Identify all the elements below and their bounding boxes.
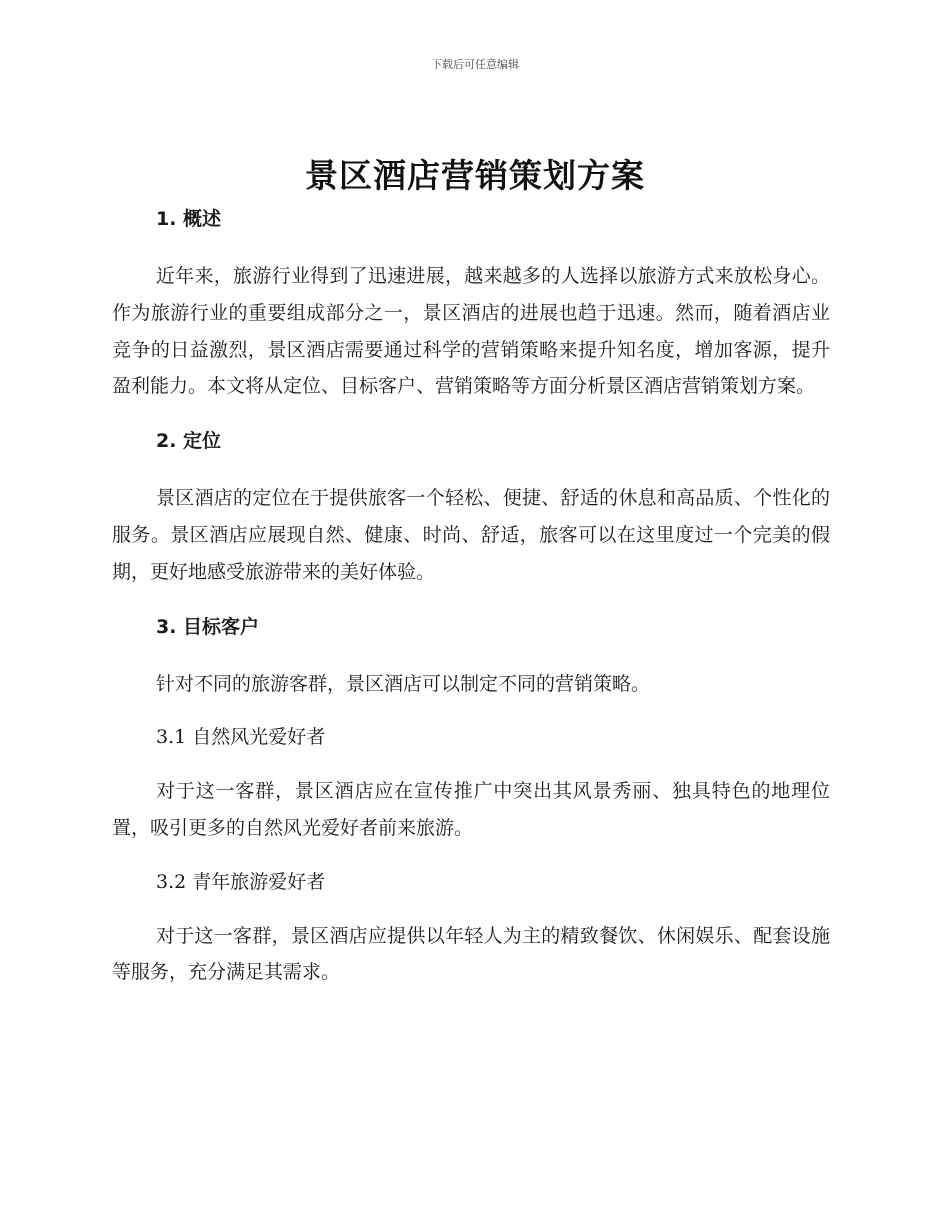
page-header-note: 下载后可任意编辑 bbox=[431, 58, 519, 71]
paragraph-young-travelers: 对于这一客群，景区酒店应提供以年轻人为主的精致餐饮、休闲娱乐、配套设施等服务，充分满足其需求。 bbox=[112, 924, 830, 984]
section-heading-overview: 1. 概述 bbox=[156, 208, 222, 230]
paragraph-nature-lovers: 对于这一客群，景区酒店应在宣传推广中突出其风景秀丽、独具特色的地理位置，吸引更多的自然风光爱好者前来旅游。 bbox=[112, 780, 830, 839]
section-heading-target-customers: 3. 目标客户 bbox=[156, 615, 260, 638]
subsection-heading-nature-lovers: 3.1 自然风光爱好者 bbox=[156, 726, 326, 749]
section-heading-positioning: 2. 定位 bbox=[156, 430, 222, 453]
paragraph-overview: 近年来，旅游行业得到了迅速进展，越来越多的人选择以旅游方式来放松身心。作为旅游行业的重要组成部分之一，景区酒店的进展也趋于迅速。然而，随着酒店业竞争的日益激烈，景区酒店需要通过科学的营销策略来提升知名度，增加客源，提升盈利能力。本文将从定位、目标客户、营销策略等方面分析景区酒店营销策划方案。 bbox=[112, 265, 830, 398]
paragraph-target-intro: 针对不同的旅游客群，景区酒店可以制定不同的营销策略。 bbox=[156, 672, 651, 695]
subsection-heading-young-travelers: 3.2 青年旅游爱好者 bbox=[156, 870, 326, 893]
paragraph-positioning: 景区酒店的定位在于提供旅客一个轻松、便捷、舒适的休息和高品质、个性化的服务。景区酒店应展现自然、健康、时尚、舒适，旅客可以在这里度过一个完美的假期，更好地感受旅游带来的美好体验。 bbox=[112, 487, 830, 583]
document-title: 景区酒店营销策划方案 bbox=[305, 156, 645, 195]
document-body bbox=[112, 205, 830, 1008]
